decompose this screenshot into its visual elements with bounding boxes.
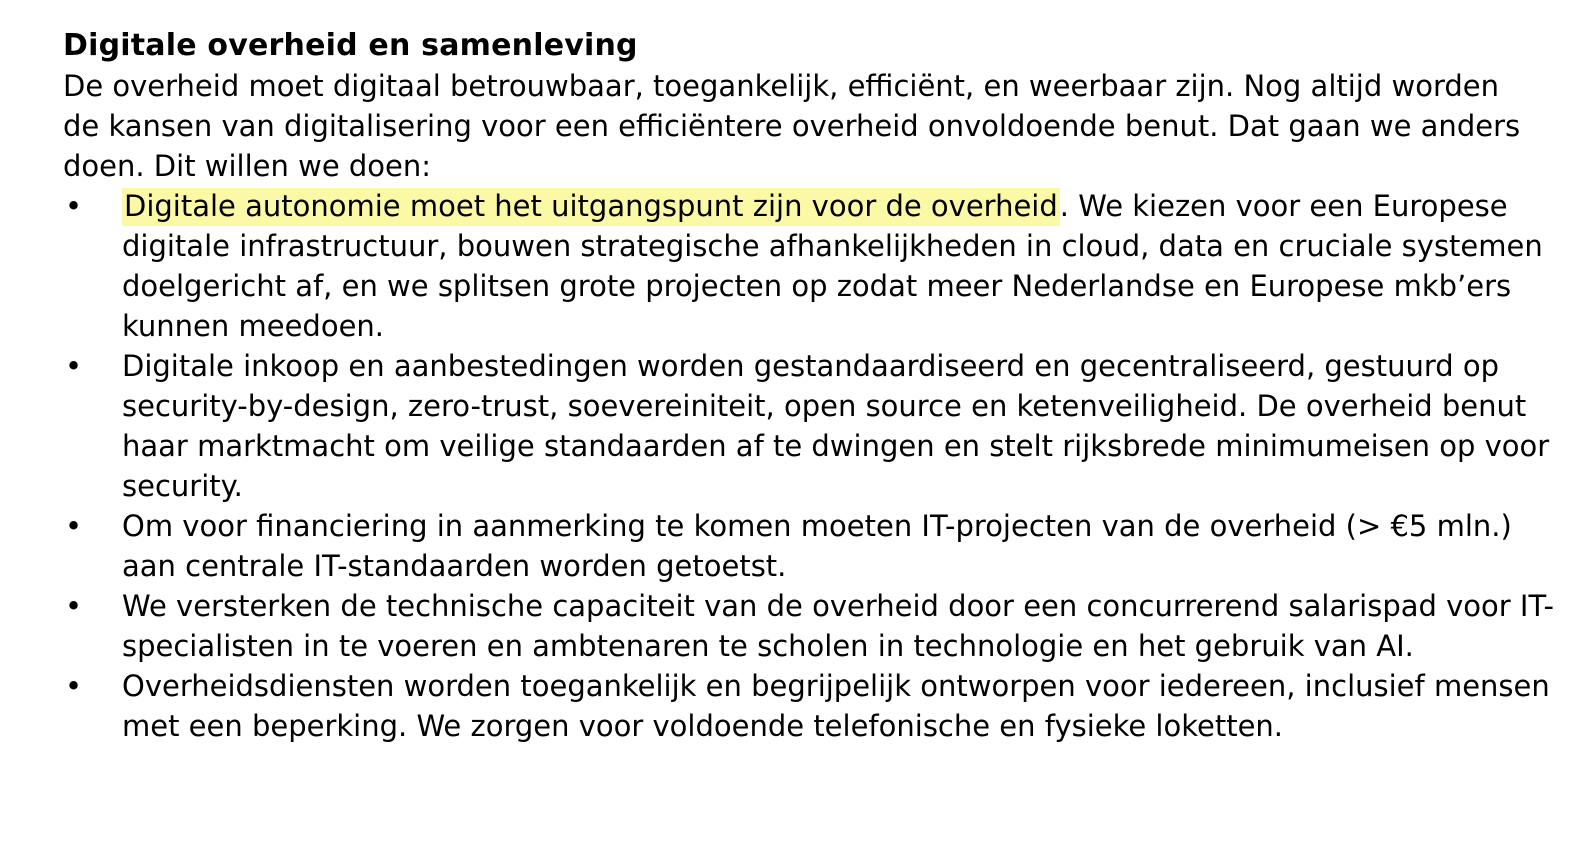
list-item-text: Om voor financiering in aanmerking te komen moeten IT-projecten van de overheid (> €5 mln.) aan centrale IT-standaarden worden getoetst. bbox=[122, 509, 1512, 583]
list-item bbox=[63, 186, 1564, 346]
bullet-list bbox=[63, 186, 1564, 746]
bullet-marker: • bbox=[65, 349, 83, 383]
bullet-marker: • bbox=[65, 669, 83, 703]
list-item bbox=[63, 666, 1564, 746]
intro-paragraph: De overheid moet digitaal betrouwbaar, toegankelijk, efficiënt, en weerbaar zijn. Nog altijd worden de kansen van digitalisering voor een efficiëntere overheid onvoldoende benut. Dat gaan we anders doen. Dit willen we doen: bbox=[63, 69, 1521, 183]
bullet-marker: • bbox=[65, 509, 83, 543]
bullet-marker: • bbox=[65, 189, 83, 223]
list-item bbox=[63, 586, 1564, 666]
section-heading: Digitale overheid en samenleving bbox=[63, 28, 638, 63]
highlight: Digitale autonomie moet het uitgangspunt zijn voor de overheid bbox=[122, 188, 1060, 226]
list-item-text bbox=[122, 188, 1543, 343]
list-item-text: Overheidsdiensten worden toegankelijk en begrijpelijk ontworpen voor iedereen, inclusief mensen met een beperking. We zorgen voor voldoende telefonische en fysieke loketten. bbox=[122, 669, 1550, 743]
list-item bbox=[63, 346, 1564, 506]
list-item-text-rest: . We kiezen voor een Europese digitale infrastructuur, bouwen strategische afhankelijkheden in cloud, data en cruciale systemen doelgericht af, en we splitsen grote projecten op zodat meer Nederlandse en Europese mkb’ers kunnen meedoen. bbox=[122, 189, 1543, 343]
list-item-text: Digitale inkoop en aanbestedingen worden gestandaardiseerd en gecentraliseerd, gestuurd op security-by-design, zero-trust, soevereiniteit, open source en ketenveiligheid. De overheid benut haar marktmacht om veilige standaarden af te dwingen en stelt rijksbrede minimumeisen op voor security. bbox=[122, 349, 1550, 503]
list-item-text: We versterken de technische capaciteit van de overheid door een concurrerend salarispad voor IT-specialisten in te voeren en ambtenaren te scholen in technologie en het gebruik van AI. bbox=[122, 589, 1555, 663]
bullet-marker: • bbox=[65, 589, 83, 623]
list-item bbox=[63, 506, 1564, 586]
